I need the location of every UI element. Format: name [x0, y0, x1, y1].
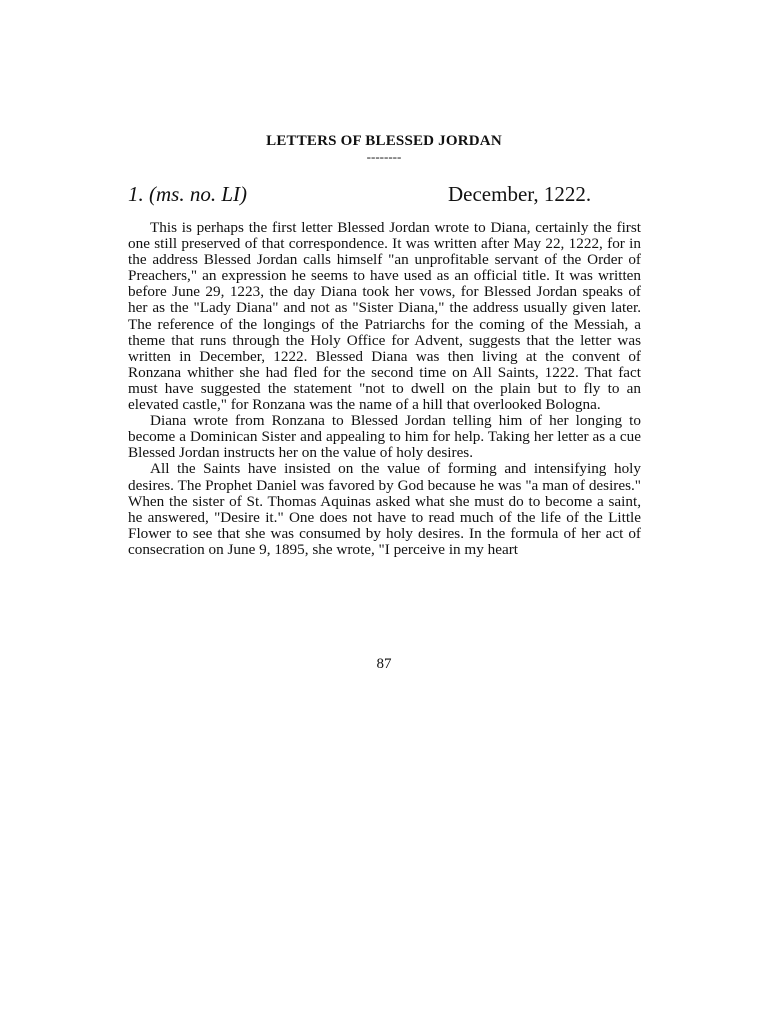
letter-number: 1. (ms. no. LI)	[128, 182, 247, 206]
document-title: LETTERS OF BLESSED JORDAN	[266, 133, 502, 149]
body-text	[128, 220, 641, 558]
title-divider: --------	[366, 149, 402, 164]
paragraph-3: All the Saints have insisted on the value of forming and intensifying holy desires. The Prophet Daniel was favored by God because he was "a man of desires." When the sister of St. Thomas Aquinas asked what she must do to become a saint, he answered, "Desire it." One does not have to read much of the life of the Little Flower to see that she was consumed by holy desires. In the formula of her act of consecration on June 9, 1895, she wrote, "I perceive in my heart	[128, 460, 641, 558]
paragraph-1: This is perhaps the first letter Blessed Jordan wrote to Diana, certainly the first one still preserved of that correspondence. It was written after May 22, 1222, for in the address Blessed Jordan calls himself "an unprofitable servant of the Order of Preachers," an expression he seems to have used as an official title. It was written before June 29, 1223, the day Diana took her vows, for Blessed Jordan speaks of her as the "Lady Diana" and not as "Sister Diana," the address usually given later. The reference of the longings of the Patriarchs for the coming of the Messiah, a theme that runs through the Holy Office for Advent, suggests that the letter was written in December, 1222. Blessed Diana was then living at the convent of Ronzana whither she had fled for the second time on All Saints, 1222. That fact must have suggested the statement "not to dwell on the plain but to fly to an elevated castle," for Ronzana was the name of a hill that overlooked Bologna.	[128, 219, 641, 414]
page-number: 87	[376, 656, 392, 672]
paragraph-2: Diana wrote from Ronzana to Blessed Jordan telling him of her longing to become a Dominican Sister and appealing to him for help. Taking her letter as a cue Blessed Jordan instructs her on the value of holy desires.	[128, 412, 641, 462]
letter-date: December, 1222.	[448, 182, 592, 206]
